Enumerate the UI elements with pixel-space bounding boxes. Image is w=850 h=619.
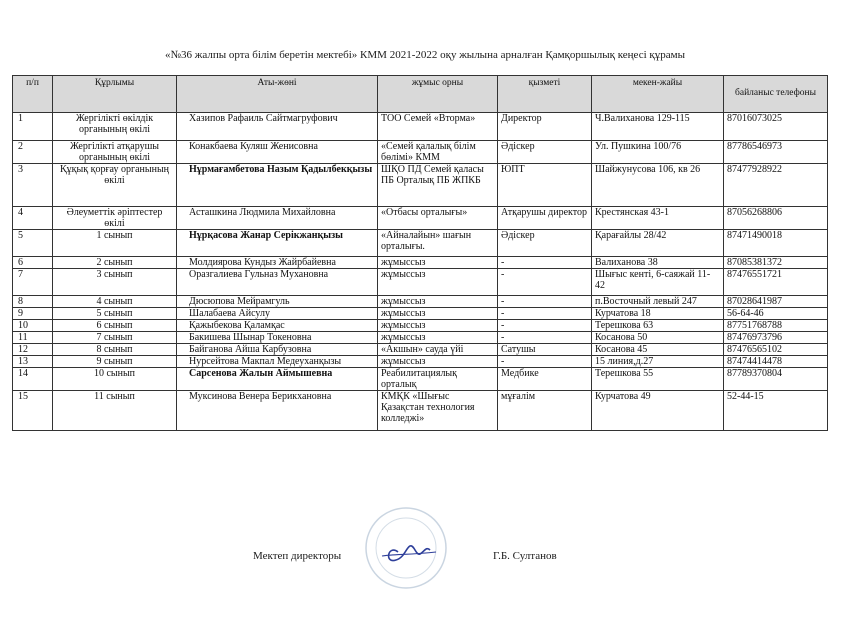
cell-work: «Айналайын» шағын орталығы. xyxy=(378,230,498,257)
cell-name: Муксинова Венера Берикхановна xyxy=(177,391,378,431)
cell-work: «Отбасы орталығы» xyxy=(378,207,498,230)
cell-phone: 87471490018 xyxy=(724,230,828,257)
cell-phone: 87056268806 xyxy=(724,207,828,230)
cell-name: Конакбаева Куляш Женисовна xyxy=(177,141,378,164)
table-row xyxy=(13,332,828,344)
cell-structure: 11 сынып xyxy=(53,391,177,431)
cell-num: 5 xyxy=(13,230,53,257)
director-name: Г.Б. Султанов xyxy=(493,550,557,562)
header-cell: Құрлымы xyxy=(53,76,177,113)
cell-name: Нурсейтова Макпал Медеуханқызы xyxy=(177,356,378,368)
cell-position: ЮПТ xyxy=(498,164,592,207)
cell-address: 15 линия,д.27 xyxy=(592,356,724,368)
cell-structure: 7 сынып xyxy=(53,332,177,344)
cell-phone: 87786546973 xyxy=(724,141,828,164)
cell-position: Директор xyxy=(498,113,592,141)
cell-name: Асташкина Людмила Михайловна xyxy=(177,207,378,230)
table-row xyxy=(13,368,828,391)
cell-work: «Акшын» сауда үйі xyxy=(378,344,498,356)
cell-structure: 6 сынып xyxy=(53,320,177,332)
cell-phone: 87751768788 xyxy=(724,320,828,332)
cell-position: - xyxy=(498,269,592,296)
cell-structure: Жергілікті атқарушы органының өкілі xyxy=(53,141,177,164)
council-table xyxy=(12,75,828,431)
table-row xyxy=(13,308,828,320)
cell-position: Әдіскер xyxy=(498,141,592,164)
header-cell: жұмыс орны xyxy=(378,76,498,113)
table-row xyxy=(13,164,828,207)
header-cell: қызметі xyxy=(498,76,592,113)
cell-position: Әдіскер xyxy=(498,230,592,257)
cell-work: ШҚО ПД Семей қаласы ПБ Орталық ПБ ЖПКБ xyxy=(378,164,498,207)
cell-address: Курчатова 49 xyxy=(592,391,724,431)
table-row xyxy=(13,296,828,308)
cell-position: - xyxy=(498,308,592,320)
school-seal-signature xyxy=(360,504,452,592)
cell-name: Нұрмағамбетова Назым Қадылбекқызы xyxy=(177,164,378,207)
cell-position: - xyxy=(498,332,592,344)
table-row xyxy=(13,113,828,141)
cell-address: Ул. Пушкина 100/76 xyxy=(592,141,724,164)
cell-work: жұмыссыз xyxy=(378,257,498,269)
cell-position: - xyxy=(498,257,592,269)
cell-work: жұмыссыз xyxy=(378,356,498,368)
cell-num: 15 xyxy=(13,391,53,431)
cell-phone: 87476551721 xyxy=(724,269,828,296)
cell-work: «Семей қалалық білім бөлімі» КММ xyxy=(378,141,498,164)
header-cell: мекен-жайы xyxy=(592,76,724,113)
table-row xyxy=(13,320,828,332)
cell-address: Курчатова 18 xyxy=(592,308,724,320)
cell-num: 2 xyxy=(13,141,53,164)
cell-name: Бакишева Шынар Токеновна xyxy=(177,332,378,344)
cell-address: Терешкова 55 xyxy=(592,368,724,391)
cell-num: 1 xyxy=(13,113,53,141)
cell-work: жұмыссыз xyxy=(378,332,498,344)
cell-work: КМҚК «Шығыс Қазақстан технология колледжі» xyxy=(378,391,498,431)
cell-work: жұмыссыз xyxy=(378,320,498,332)
cell-phone: 87474414478 xyxy=(724,356,828,368)
cell-position: - xyxy=(498,320,592,332)
cell-num: 7 xyxy=(13,269,53,296)
cell-num: 14 xyxy=(13,368,53,391)
cell-structure: 4 сынып xyxy=(53,296,177,308)
cell-num: 9 xyxy=(13,308,53,320)
cell-phone: 87085381372 xyxy=(724,257,828,269)
cell-name: Нұрқасова Жанар Серікжанқызы xyxy=(177,230,378,257)
cell-name: Хазипов Рафаиль Сайтмагруфович xyxy=(177,113,378,141)
cell-position: мұғалім xyxy=(498,391,592,431)
cell-structure: 3 сынып xyxy=(53,269,177,296)
header-cell: Аты-жөні xyxy=(177,76,378,113)
cell-address: Шайжунусова 106, кв 26 xyxy=(592,164,724,207)
cell-position: Медбике xyxy=(498,368,592,391)
cell-name: Дюсюпова Мейрамгуль xyxy=(177,296,378,308)
cell-address: Терешкова 63 xyxy=(592,320,724,332)
cell-work: жұмыссыз xyxy=(378,269,498,296)
cell-address: Косанова 45 xyxy=(592,344,724,356)
cell-position: Атқарушы директор xyxy=(498,207,592,230)
cell-work: жұмыссыз xyxy=(378,308,498,320)
header-cell: п/п xyxy=(13,76,53,113)
document-title: «№36 жалпы орта білім беретін мектебі» КММ 2021-2022 оқу жылына арналған Қамқоршылық кеңесі құрамы xyxy=(165,49,685,61)
cell-num: 12 xyxy=(13,344,53,356)
cell-structure: 8 сынып xyxy=(53,344,177,356)
cell-position: Сатушы xyxy=(498,344,592,356)
cell-address: Валиханова 38 xyxy=(592,257,724,269)
table-row xyxy=(13,141,828,164)
cell-structure: Жергілікті өкілдік органының өкілі xyxy=(53,113,177,141)
table-header-row xyxy=(13,76,828,113)
cell-structure: Әлеуметтік әріптестер өкілі xyxy=(53,207,177,230)
cell-num: 8 xyxy=(13,296,53,308)
cell-work: жұмыссыз xyxy=(378,296,498,308)
cell-name: Шалабаева Айсулу xyxy=(177,308,378,320)
cell-position: - xyxy=(498,356,592,368)
cell-name: Молдиярова Кундыз Жайрбайевна xyxy=(177,257,378,269)
director-label: Мектеп директоры xyxy=(253,550,342,562)
cell-name: Оразгалиева Гульназ Мухановна xyxy=(177,269,378,296)
cell-name: Байганова Айша Карбузовна xyxy=(177,344,378,356)
cell-structure: 5 сынып xyxy=(53,308,177,320)
cell-phone: 87477928922 xyxy=(724,164,828,207)
cell-address: Косанова 50 xyxy=(592,332,724,344)
cell-structure: 9 сынып xyxy=(53,356,177,368)
cell-structure: 1 сынып xyxy=(53,230,177,257)
cell-name: Сарсенова Жалын Аймышевна xyxy=(177,368,378,391)
cell-name: Қажыбекова Қаламқас xyxy=(177,320,378,332)
cell-num: 10 xyxy=(13,320,53,332)
cell-address: Қарағайлы 28/42 xyxy=(592,230,724,257)
table-row xyxy=(13,356,828,368)
cell-phone: 87016073025 xyxy=(724,113,828,141)
cell-address: п.Восточный левый 247 xyxy=(592,296,724,308)
table-row xyxy=(13,207,828,230)
cell-num: 11 xyxy=(13,332,53,344)
cell-structure: 10 сынып xyxy=(53,368,177,391)
table-row xyxy=(13,391,828,431)
cell-num: 6 xyxy=(13,257,53,269)
header-cell: байланыс телефоны xyxy=(724,76,828,113)
cell-phone: 56-64-46 xyxy=(724,308,828,320)
cell-address: Ч.Валиханова 129-115 xyxy=(592,113,724,141)
cell-structure: Құқық қорғау органының өкілі xyxy=(53,164,177,207)
table-row xyxy=(13,230,828,257)
cell-structure: 2 сынып xyxy=(53,257,177,269)
cell-phone: 87476565102 xyxy=(724,344,828,356)
cell-num: 13 xyxy=(13,356,53,368)
cell-address: Шығыс кенті, 6-саяжай 11-42 xyxy=(592,269,724,296)
cell-phone: 52-44-15 xyxy=(724,391,828,431)
cell-phone: 87028641987 xyxy=(724,296,828,308)
cell-phone: 87476973796 xyxy=(724,332,828,344)
table-row xyxy=(13,344,828,356)
table-row xyxy=(13,269,828,296)
cell-work: ТОО Семей «Вторма» xyxy=(378,113,498,141)
cell-phone: 87789370804 xyxy=(724,368,828,391)
table-row xyxy=(13,257,828,269)
cell-position: - xyxy=(498,296,592,308)
cell-address: Крестянская 43-1 xyxy=(592,207,724,230)
cell-num: 4 xyxy=(13,207,53,230)
cell-num: 3 xyxy=(13,164,53,207)
cell-work: Реабилитациялық орталық xyxy=(378,368,498,391)
